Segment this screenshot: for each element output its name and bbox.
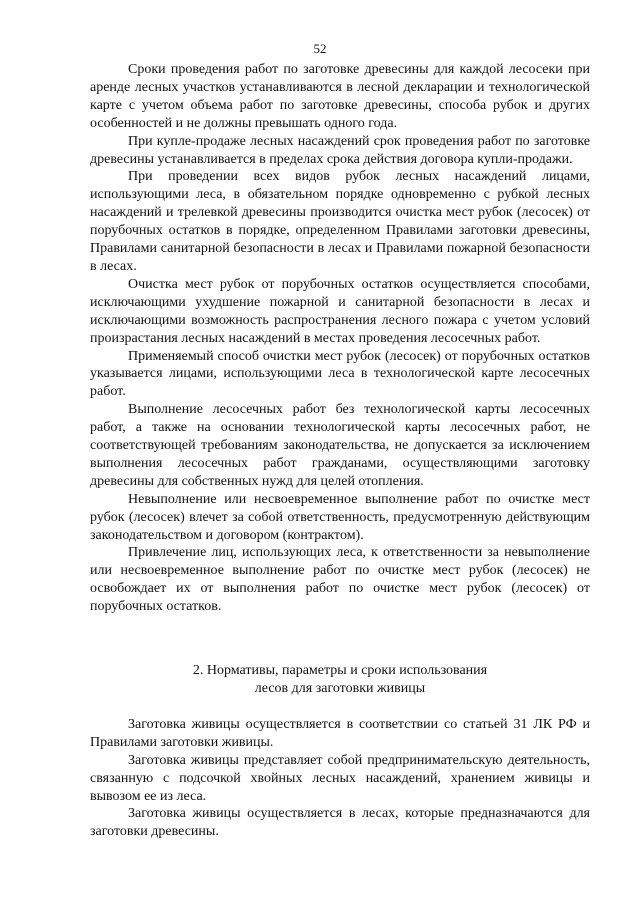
paragraph: Применяемый способ очистки мест рубок (лесосек) от порубочных остатков указывается лицами, использующими леса в технологической карте лесосечных работ.: [90, 348, 590, 400]
paragraph: Заготовка живицы представляет собой предпринимательскую деятельность, связанную с подсочкой хвойных лесных насаждений, хранением живицы и вывозом ее из леса.: [90, 752, 590, 804]
paragraph: Выполнение лесосечных работ без технологической карты лесосечных работ, а также на основании технологической карты лесосечных работ, не соответствующей требованиям законодательства, не допускается за исключением выполнения лесосечных работ гражданами, осуществляющими заготовку древесины для собственных нужд для целей отопления.: [90, 402, 590, 489]
page-number: 52: [313, 41, 327, 56]
document-body: [90, 61, 590, 841]
section-title-line: лесов для заготовки живицы: [254, 681, 426, 696]
paragraph: При купле-продаже лесных насаждений срок проведения работ по заготовке древесины устанавливается в пределах срока действия договора купли-продажи.: [90, 133, 590, 167]
paragraph: Привлечение лиц, использующих леса, к ответственности за невыполнение или несвоевременное выполнение работ по очистке мест рубок (лесосек) не освобождает их от выполнения работ по очистке мест рубок (лесосек) от порубочных остатков.: [90, 545, 590, 615]
section-title: [90, 662, 590, 698]
paragraph: Заготовка живицы осуществляется в соответствии со статьей 31 ЛК РФ и Правилами заготовки живицы.: [90, 716, 590, 750]
paragraph: Заготовка живицы осуществляется в лесах, которые предназначаются для заготовки древесины.: [90, 806, 590, 840]
section-title-line: 2. Нормативы, параметры и сроки использования: [192, 663, 488, 679]
paragraph: Очистка мест рубок от порубочных остатков осуществляется способами, исключающими ухудшение пожарной и санитарной безопасности в лесах и исключающими возможность распространения лесного пожара с учетом условий произрастания лесных насаждений в местах проведения лесосечных работ.: [90, 276, 590, 346]
paragraph: При проведении всех видов рубок лесных насаждений лицами, использующими леса, в обязательном порядке одновременно с рубкой лесных насаждений и трелевкой древесины производится очистка мест рубок (лесосек) от порубочных остатков в порядке, определенном Правилами заготовки древесины, Правилами санитарной безопасности в лесах и Правилами пожарной безопасности в лесах.: [90, 169, 590, 274]
paragraph: Сроки проведения работ по заготовке древесины для каждой лесосеки при аренде лесных участков устанавливаются в лесной декларации и технологической карте с учетом объема работ по заготовке древесины, способа рубок и других особенностей и не должны превышать одного года.: [90, 62, 590, 131]
paragraph: Невыполнение или несвоевременное выполнение работ по очистке мест рубок (лесосек) влечет за собой ответственность, предусмотренную действующим законодательством и договором (контрактом).: [90, 491, 590, 543]
